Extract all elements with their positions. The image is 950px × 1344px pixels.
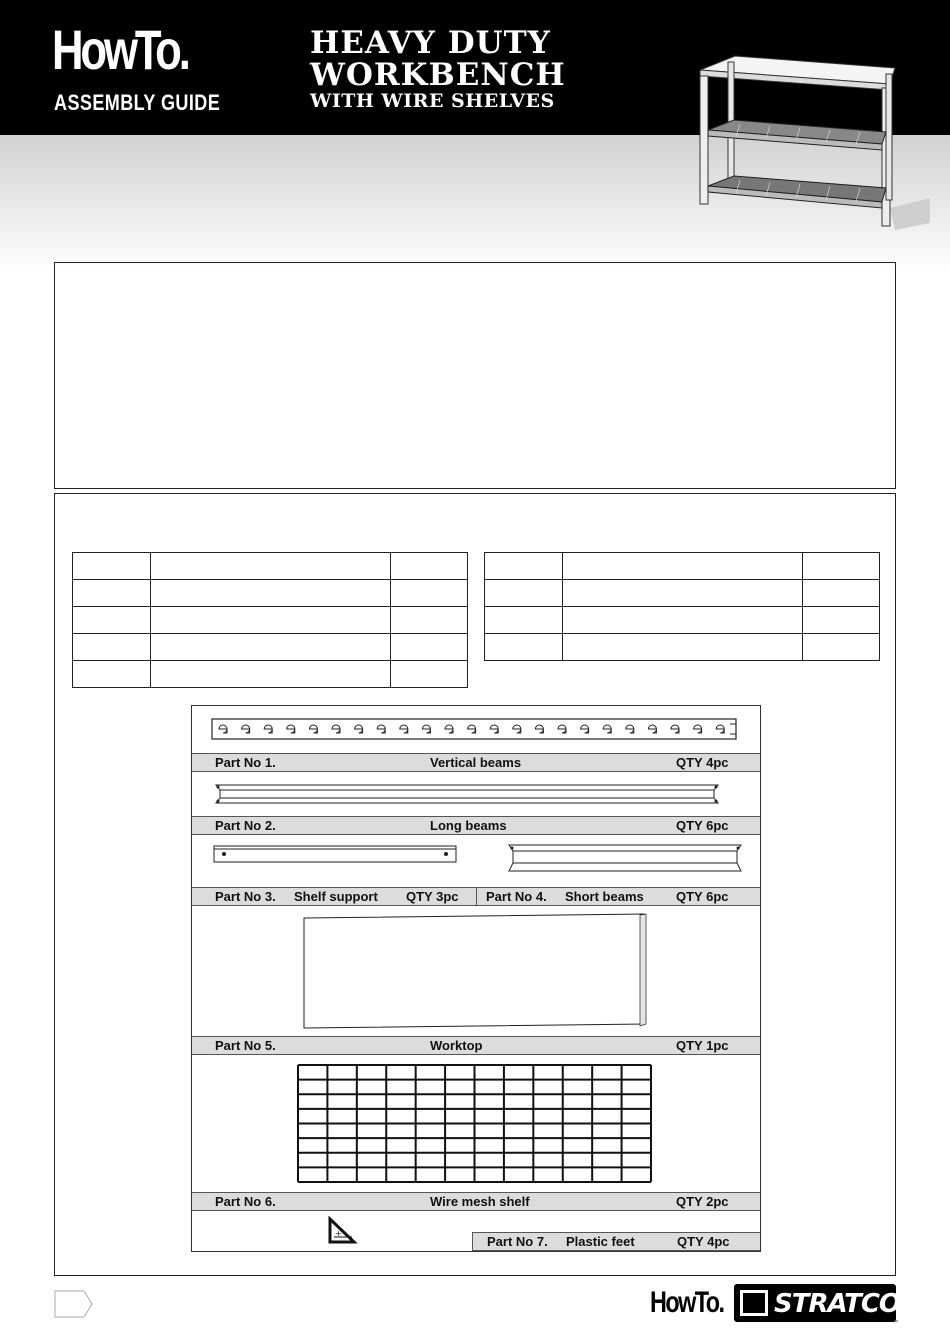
part-1-number: Part No 1.	[215, 755, 276, 770]
table-row	[73, 607, 468, 634]
vertical-beam-drawing	[210, 716, 740, 742]
title-line-3: WITH WIRE SHELVES	[310, 90, 555, 112]
instructions-box	[54, 262, 896, 489]
worktop-drawing	[300, 912, 650, 1030]
long-beam-drawing	[212, 782, 724, 806]
part-2-qty: QTY 6pc	[676, 818, 729, 833]
title-line-1: HEAVY DUTY	[310, 25, 551, 61]
plastic-foot-drawing	[326, 1216, 358, 1246]
parts-diagram	[191, 705, 761, 1252]
title-line-2: WORKBENCH	[310, 57, 566, 93]
page-number-tab	[54, 1290, 94, 1318]
part-1-name: Vertical beams	[430, 755, 522, 770]
part-3-qty: QTY 3pc	[406, 889, 459, 904]
stratco-brand-text: STRATCO	[774, 1289, 901, 1319]
part-3-name: Shelf support	[294, 889, 378, 904]
part-2-label-bar	[192, 816, 760, 835]
part-6-name: Wire mesh shelf	[430, 1194, 530, 1209]
howto-logo: HowTo.	[52, 18, 188, 81]
footer-howto-logo: HowTo.	[650, 1286, 724, 1319]
parts-checklist-table-right	[484, 552, 880, 661]
part-4-name: Short beams	[565, 889, 644, 904]
table-row	[485, 634, 880, 661]
table-row	[73, 634, 468, 661]
bar-divider	[476, 888, 477, 905]
part-6-qty: QTY 2pc	[676, 1194, 729, 1209]
part-1-qty: QTY 4pc	[676, 755, 729, 770]
part-2-name: Long beams	[430, 818, 507, 833]
table-row	[485, 580, 880, 607]
part-2-number: Part No 2.	[215, 818, 276, 833]
shelf-support-drawing	[212, 843, 460, 865]
part-5-label-bar	[192, 1036, 760, 1055]
part-1-label-bar	[192, 753, 760, 772]
stratco-mark-icon	[740, 1290, 768, 1316]
table-row	[73, 580, 468, 607]
parts-checklist-table-left	[72, 552, 468, 688]
part-7-qty: QTY 4pc	[677, 1234, 730, 1249]
wire-mesh-shelf-drawing	[296, 1063, 654, 1185]
part-6-label-bar	[192, 1192, 760, 1211]
part-4-qty: QTY 6pc	[676, 889, 729, 904]
part-4-number: Part No 4.	[486, 889, 547, 904]
svg-text:+: +	[335, 1229, 342, 1238]
part-5-qty: QTY 1pc	[676, 1038, 729, 1053]
part-6-number: Part No 6.	[215, 1194, 276, 1209]
short-beam-drawing	[505, 841, 745, 877]
table-row	[485, 607, 880, 634]
table-row	[73, 553, 468, 580]
assembly-guide-label: ASSEMBLY GUIDE	[54, 90, 221, 115]
trademark-symbol: ™	[892, 1320, 898, 1326]
part-5-name: Worktop	[430, 1038, 483, 1053]
part-7-label-bar	[472, 1232, 760, 1251]
part-7-name: Plastic feet	[566, 1234, 635, 1249]
part-3-number: Part No 3.	[215, 889, 276, 904]
part-5-number: Part No 5.	[215, 1038, 276, 1053]
part-7-number: Part No 7.	[487, 1234, 548, 1249]
part-3-4-label-bar	[192, 887, 760, 906]
stratco-logo	[734, 1284, 901, 1322]
table-row	[73, 661, 468, 688]
table-row	[485, 553, 880, 580]
workbench-illustration	[690, 48, 930, 233]
